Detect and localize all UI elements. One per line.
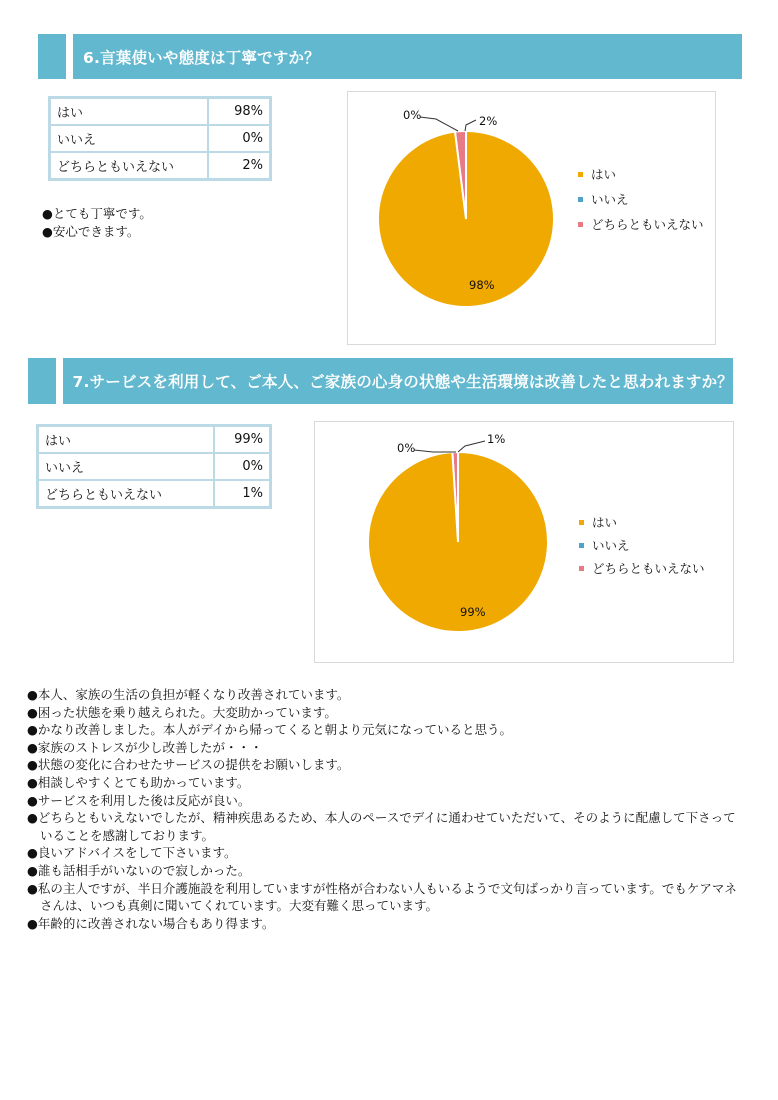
comment-item <box>27 915 742 933</box>
row-label: どちらともいえない <box>38 480 215 508</box>
section-7-table <box>36 424 272 509</box>
comment-item <box>27 686 742 704</box>
legend-item-neutral <box>578 215 704 233</box>
legend-label: いいえ <box>592 538 630 553</box>
comment-item <box>27 739 742 757</box>
comment-text: ●本人、家族の生活の負担が軽くなり改善されています。 <box>27 687 350 702</box>
table-row <box>38 453 271 480</box>
comment-line: ●安心できます。 <box>42 223 140 239</box>
slice-label-no: 0% <box>397 441 416 455</box>
comment-item <box>27 809 742 844</box>
row-label: どちらともいえない <box>50 152 209 180</box>
comment-item <box>27 774 742 792</box>
comment-text: ●良いアドバイスをして下さいます。 <box>27 845 237 861</box>
legend-label: いいえ <box>591 192 629 207</box>
legend-swatch <box>578 197 583 202</box>
comment-line: ●とても丁寧です。 <box>42 206 152 221</box>
legend-swatch <box>579 543 584 548</box>
comment-text: ●困った状態を乗り越えられた。大変助かっています。 <box>27 704 337 720</box>
comment-text: ●年齢的に改善されない場合もあり得ます。 <box>27 915 275 931</box>
comment-item <box>27 792 742 810</box>
slice-label-no: 0% <box>403 108 422 122</box>
pie-slice-yes <box>368 452 548 632</box>
table-row <box>38 426 271 454</box>
comment-text: ●家族のストレスが少し改善したが・・・ <box>27 739 263 755</box>
table-row <box>50 152 271 180</box>
slice-label-neutral: 2% <box>479 114 498 128</box>
header-accent-bar <box>66 34 73 79</box>
pie-chart <box>315 422 733 662</box>
row-value: 98% <box>208 98 271 126</box>
section-7-header <box>28 358 733 404</box>
legend-item-no <box>579 536 630 554</box>
leader-line <box>414 450 456 452</box>
section-6-chart <box>347 91 716 345</box>
comment-text: ●相談しやすくとても助かっています。 <box>27 774 250 790</box>
legend-label: はい <box>591 167 617 182</box>
row-label: はい <box>38 426 215 454</box>
row-label: はい <box>50 98 209 126</box>
legend-item-no <box>578 190 629 208</box>
slice-label-yes: 98% <box>469 278 495 292</box>
legend-item-yes <box>579 513 617 531</box>
legend-swatch <box>578 222 583 227</box>
comment-item <box>27 721 742 739</box>
leader-line <box>465 120 476 131</box>
legend-swatch <box>579 566 584 571</box>
legend-label: どちらともいえない <box>591 217 704 232</box>
comment-item <box>27 862 742 880</box>
row-value: 2% <box>208 152 271 180</box>
section-6-comments <box>42 205 152 240</box>
legend-label: はい <box>592 515 618 530</box>
bottom-comments <box>27 686 742 932</box>
leader-line <box>420 117 458 131</box>
slice-label-yes: 99% <box>460 605 486 619</box>
row-value: 0% <box>208 125 271 152</box>
comment-text: ●私の主人ですが、半日介護施設を利用していますが性格が合わない人もいるようで文句ばっかり言っています。でもケアマネさんは、いつも真剣に聞いてくれています。大変有難く思っています。 <box>27 880 737 914</box>
row-label: いいえ <box>38 453 215 480</box>
header-accent-bar <box>56 358 63 404</box>
comment-item <box>27 756 742 774</box>
comment-text: ●サービスを利用した後は反応が良い。 <box>27 792 251 808</box>
comment-text: ●状態の変化に合わせたサービスの提供をお願いします。 <box>27 757 350 773</box>
legend-item-yes <box>578 165 616 183</box>
pie-slice-yes <box>378 131 554 307</box>
section-6-header <box>38 34 742 79</box>
comment-text: ●どちらともいえないでしたが、精神疾患あるため、本人のペースでデイに通わせていただいて、そのように配慮して下さっていることを感謝しております。 <box>27 810 736 843</box>
section-7-chart <box>314 421 734 663</box>
legend-label: どちらともいえない <box>592 561 705 576</box>
comment-item <box>27 880 742 915</box>
table-row <box>38 480 271 508</box>
legend-swatch <box>578 172 583 177</box>
section-6-title: 6.言葉使いや態度は丁寧ですか？ <box>83 48 320 67</box>
comment-text: ●かなり改善しました。本人がデイから帰ってくると朝より元気になっていると思う。 <box>27 722 513 738</box>
section-6-table <box>48 96 272 181</box>
row-value: 99% <box>214 426 271 454</box>
row-value: 0% <box>214 453 271 480</box>
legend-swatch <box>579 520 584 525</box>
table-row <box>50 125 271 152</box>
slice-label-neutral: 1% <box>487 432 506 446</box>
row-label: いいえ <box>50 125 209 152</box>
row-value: 1% <box>214 480 271 508</box>
legend-item-neutral <box>579 559 705 577</box>
comment-item <box>27 844 742 862</box>
leader-line <box>458 441 485 452</box>
comment-text: ●誰も話相手がいないので寂しかった。 <box>27 862 251 878</box>
table-row <box>50 98 271 126</box>
section-7-title: 7.サービスを利用して、ご本人、ご家族の心身の状態や生活環境は改善したと思われますか？ <box>72 373 733 391</box>
comment-item <box>27 704 742 722</box>
